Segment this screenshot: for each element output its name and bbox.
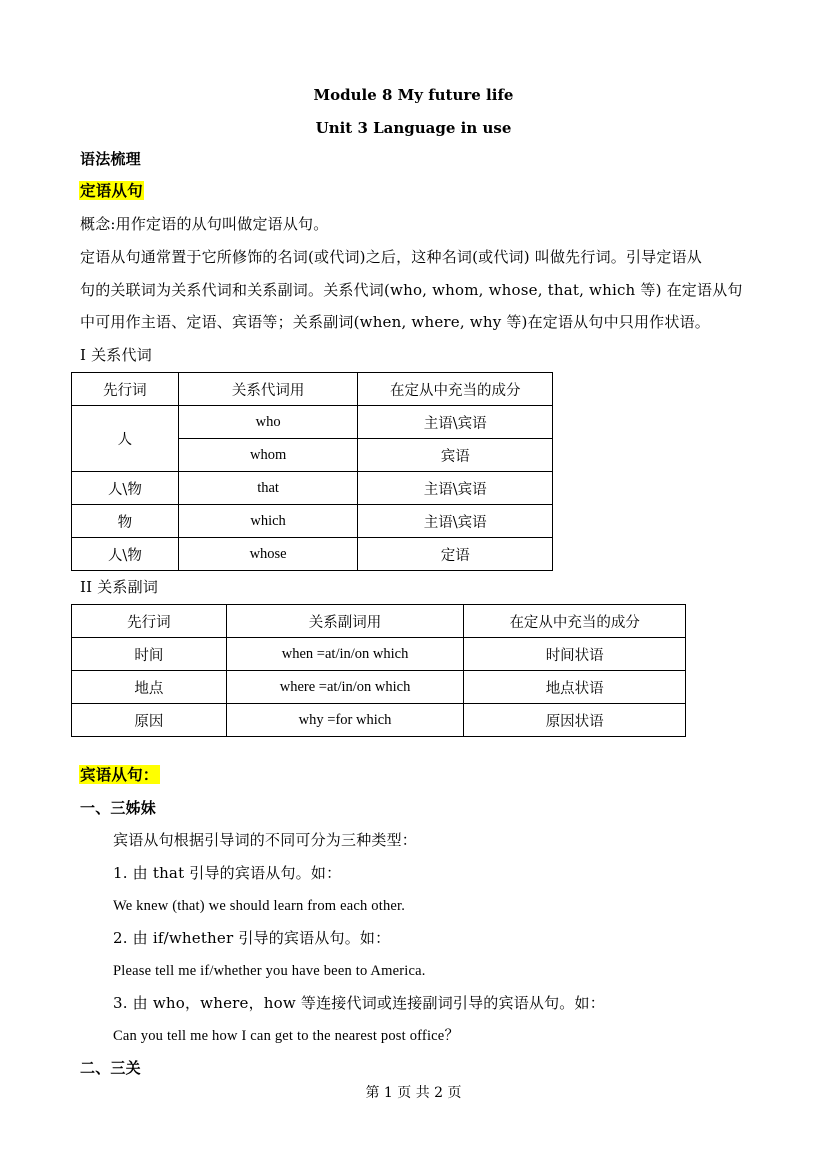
subsection-three-checks: 二、三关 <box>80 1059 141 1077</box>
example-sentence: We knew (that) we should learn from each other. <box>113 898 406 914</box>
table-cell: 主语\宾语 <box>358 505 553 538</box>
table-cell: whom <box>178 439 358 472</box>
table-header: 先行词 <box>72 605 227 638</box>
table-row <box>72 538 553 571</box>
page-title: Module 8 My future life <box>313 86 514 104</box>
table1-label: I 关系代词 <box>80 346 152 364</box>
paragraph-line-1: 定语从句通常置于它所修饰的名词(或代词)之后，这种名词(或代词) 叫做先行词。引导定语从 <box>80 248 702 266</box>
table2-label: II 关系副词 <box>80 578 159 596</box>
table-header: 先行词 <box>72 373 179 406</box>
table-cell: where =at/in/on which <box>226 671 464 704</box>
table-header: 在定从中充当的成分 <box>464 605 686 638</box>
intro-text: 宾语从句根据引导词的不同可分为三种类型： <box>113 831 418 849</box>
table-cell: 主语\宾语 <box>358 406 553 439</box>
list-item: 1. 由 that 引导的宾语从句。如： <box>113 864 342 882</box>
table-cell: 定语 <box>358 538 553 571</box>
table-row <box>72 406 553 439</box>
table-header: 关系代词用 <box>178 373 358 406</box>
attr-clause-heading: 定语从句 <box>80 181 143 200</box>
table-cell: 原因状语 <box>464 704 686 737</box>
table-cell: 地点 <box>72 671 227 704</box>
table-cell: which <box>178 505 358 538</box>
table-cell: 人\物 <box>72 472 179 505</box>
table-cell: 地点状语 <box>464 671 686 704</box>
list-item: 2. 由 if/whether 引导的宾语从句。如： <box>113 929 391 947</box>
table-cell: 时间 <box>72 638 227 671</box>
table-row <box>72 704 686 737</box>
paragraph-line-3: 中可用作主语、定语、宾语等；关系副词(when, where, why 等)在定语从句中只用作状语。 <box>80 313 710 331</box>
table-row <box>72 671 686 704</box>
table-row <box>72 472 553 505</box>
table-cell: whose <box>178 538 358 571</box>
table-cell: 人\物 <box>72 538 179 571</box>
table-cell: that <box>178 472 358 505</box>
example-sentence: Can you tell me how I can get to the nearest post office？ <box>113 1028 460 1044</box>
table-cell: 物 <box>72 505 179 538</box>
concept-text: 概念:用作定语的从句叫做定语从句。 <box>80 215 329 233</box>
unit-subtitle: Unit 3 Language in use <box>315 119 512 137</box>
table-cell: who <box>178 406 358 439</box>
table-row <box>72 638 686 671</box>
list-item: 3. 由 who，where，how 等连接代词或连接副词引导的宾语从句。如： <box>113 994 605 1012</box>
table-cell: 宾语 <box>358 439 553 472</box>
relative-adverb-table <box>71 604 686 737</box>
grammar-heading: 语法梳理 <box>80 150 141 168</box>
table-row <box>72 605 686 638</box>
table-cell: 主语\宾语 <box>358 472 553 505</box>
page-footer: 第 1 页 共 2 页 <box>365 1085 462 1101</box>
table-cell: 时间状语 <box>464 638 686 671</box>
table-cell: 人 <box>72 406 179 472</box>
table-header: 在定从中充当的成分 <box>358 373 553 406</box>
subsection-three-sisters: 一、三姊妹 <box>80 799 157 817</box>
table-cell: why =for which <box>226 704 464 737</box>
table-row <box>72 373 553 406</box>
table-header: 关系副词用 <box>226 605 464 638</box>
table-row <box>72 505 553 538</box>
table-cell: when =at/in/on which <box>226 638 464 671</box>
object-clause-heading: 宾语从句： <box>80 765 159 784</box>
example-sentence: Please tell me if/whether you have been to America. <box>113 963 426 979</box>
paragraph-line-2: 句的关联词为关系代词和关系副词。关系代词(who, whom, whose, that, which 等) 在定语从句 <box>80 281 743 299</box>
table-cell: 原因 <box>72 704 227 737</box>
relative-pronoun-table <box>71 372 553 571</box>
